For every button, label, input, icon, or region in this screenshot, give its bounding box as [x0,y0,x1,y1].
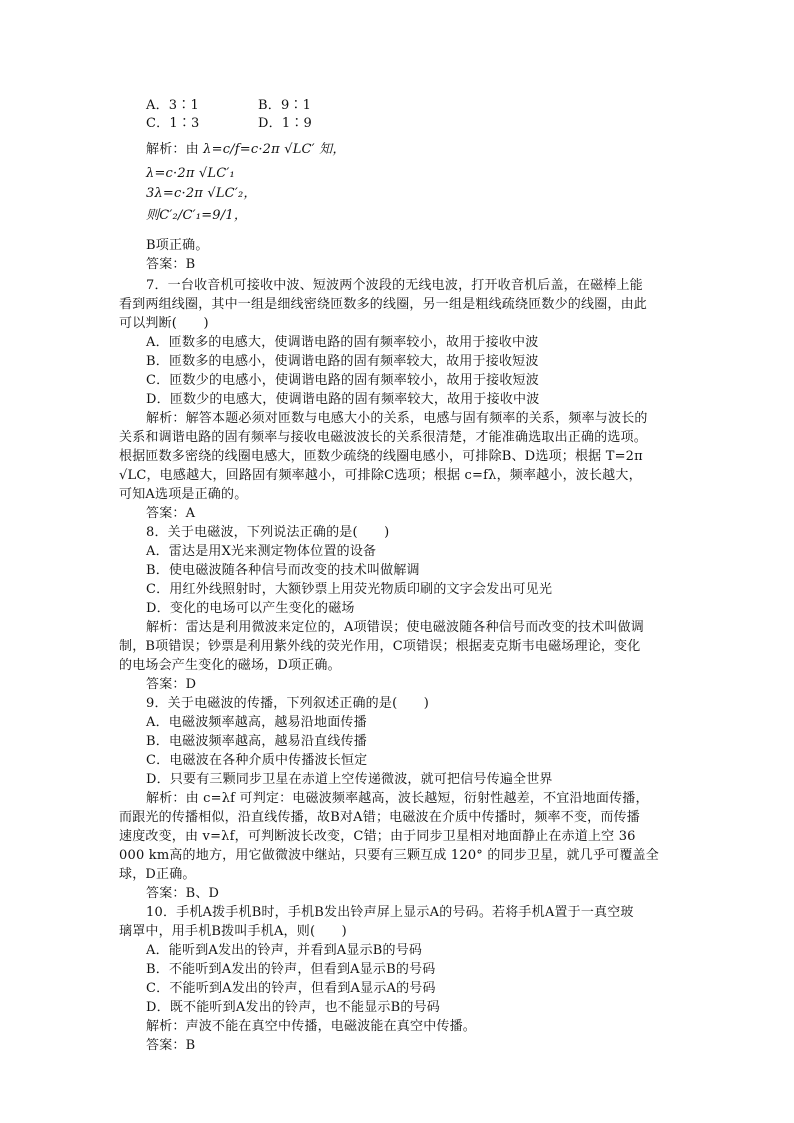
q10-option-b: B．不能听到A发出的铃声，但看到A显示B的号码 [146,962,436,977]
q10-option-c: C．不能听到A发出的铃声，但看到A显示A的号码 [146,981,436,996]
q8-option-c: C．用红外线照射时，大额钞票上用荧光物质印刷的文字会发出可见光 [146,582,553,597]
q6-equation-2: 3λ=c·2π √LC′₂， [146,186,257,201]
q9-option-b: B．电磁波频率越高，越易沿直线传播 [146,734,367,749]
q10-stem-line-2: 璃罩中，用手机B拨叫手机A，则( ) [119,924,347,939]
q7-analysis-line-4: √LC，电感越大，回路固有频率越小，可排除C选项；根据 c=fλ，频率越小，波长越大， [119,468,642,483]
q9-option-d: D．只要有三颗同步卫星在赤道上空传递微波，就可把信号传遍全世界 [146,772,553,787]
q7-stem-line-1: 7．一台收音机可接收中波、短波两个波段的无线电波，打开收音机后盖，在磁棒上能 [146,278,643,293]
q7-analysis-line-3: 根据匝数多密绕的线圈电感大，匝数少疏绕的线圈电感小，可排除B、D选项；根据 T=2π [119,449,643,464]
q7-option-c: C．匝数少的电感小，使调谐电路的固有频率较小，故用于接收短波 [146,373,539,388]
q8-option-b: B．使电磁波随各种信号而改变的技术叫做解调 [146,563,420,578]
q9-analysis-line-3: 速度改变，由 v=λf，可判断波长改变，C错；由于同步卫星相对地面静止在赤道上空 36 [119,829,636,844]
q7-stem-line-3: 可以判断( ) [119,316,209,331]
q9-option-a: A．电磁波频率越高，越易沿地面传播 [146,715,367,730]
q10-option-a: A．能听到A发出的铃声，并看到A显示B的号码 [146,943,423,958]
q7-analysis-line-1: 解析：解答本题必须对匝数与电感大小的关系，电感与固有频率的关系，频率与波长的 [146,411,648,426]
q7-option-b: B．匝数多的电感小，使调谐电路的固有频率较大，故用于接收短波 [146,354,539,369]
q6-analysis-line [146,142,346,158]
q6-option-b: B．9∶1 [258,98,312,113]
q9-analysis-line-1: 解析：由 c=λf 可判定：电磁波频率越高，波长越短，衍射性越差，不宜沿地面传播， [146,791,649,806]
q8-analysis-line-1: 解析：雷达是利用微波来定位的，A项错误；使电磁波随各种信号而改变的技术叫做调 [146,620,644,635]
q10-analysis-line-1: 解析：声波不能在真空中传播，电磁波能在真空中传播。 [146,1019,477,1034]
q9-analysis-line-5: 球，D正确。 [119,867,196,882]
q7-analysis-line-2: 关系和调谐电路的固有频率与接收电磁波波长的关系很清楚，才能准确选取出正确的选项。 [119,430,648,445]
q7-stem-line-2: 看到两组线圈，其中一组是细线密绕匝数多的线圈，另一组是粗线疏绕匝数少的线圈，由此 [119,297,648,312]
q9-option-c: C．电磁波在各种介质中传播波长恒定 [146,753,368,768]
q9-analysis-line-4: 000 km高的地方，用它做微波中继站，只要有三颗互成 120° 的同步卫星，就几乎可覆盖全 [119,848,659,863]
q9-analysis-line-2: 而跟光的传播相似，沿直线传播，故B对A错；电磁波在介质中传播时，频率不变，而传播 [119,810,640,825]
q6-equation-3: 则C′₂/C′₁=9/1， [146,208,248,223]
q8-answer: 答案：D [146,677,197,692]
q6-option-c: C．1∶3 [146,116,200,131]
q6-analysis-formula: λ=c/f=c·2π √LC′ 知， [203,142,346,157]
q7-analysis-line-5: 可知A选项是正确的。 [119,487,248,502]
q6-option-d: D．1∶9 [258,116,312,131]
q10-option-d: D．既不能听到A发出的铃声，也不能显示B的号码 [146,1000,440,1015]
q9-answer: 答案：B、D [146,886,220,901]
q6-option-a: A．3∶1 [146,98,199,113]
q6-equation-1: λ=c·2π √LC′₁ [146,166,235,181]
q7-answer: 答案：A [146,506,196,521]
q6-analysis-prefix: 解析：由 [146,142,199,157]
q9-stem: 9．关于电磁波的传播，下列叙述正确的是( ) [146,696,430,711]
q8-stem: 8．关于电磁波，下列说法正确的是( ) [146,525,390,540]
q8-analysis-line-2: 制，B项错误；钞票是利用紫外线的荧光作用，C项错误；根据麦克斯韦电磁场理论，变化 [119,639,641,654]
q6-answer: 答案：B [146,257,196,272]
q8-option-d: D．变化的电场可以产生变化的磁场 [146,601,355,616]
q10-stem-line-1: 10．手机A拨手机B时，手机B发出铃声屏上显示A的号码。若将手机A置于一真空玻 [146,905,634,920]
q8-analysis-line-3: 的电场会产生变化的磁场，D项正确。 [119,658,341,673]
q10-answer: 答案：B [146,1038,196,1053]
q6-conclusion: B项正确。 [146,238,209,253]
q7-option-d: D．匝数少的电感大，使调谐电路的固有频率较大，故用于接收中波 [146,392,540,407]
q7-option-a: A．匝数多的电感大，使调谐电路的固有频率较小，故用于接收中波 [146,335,539,350]
q8-option-a: A．雷达是用X光来测定物体位置的设备 [146,544,377,559]
